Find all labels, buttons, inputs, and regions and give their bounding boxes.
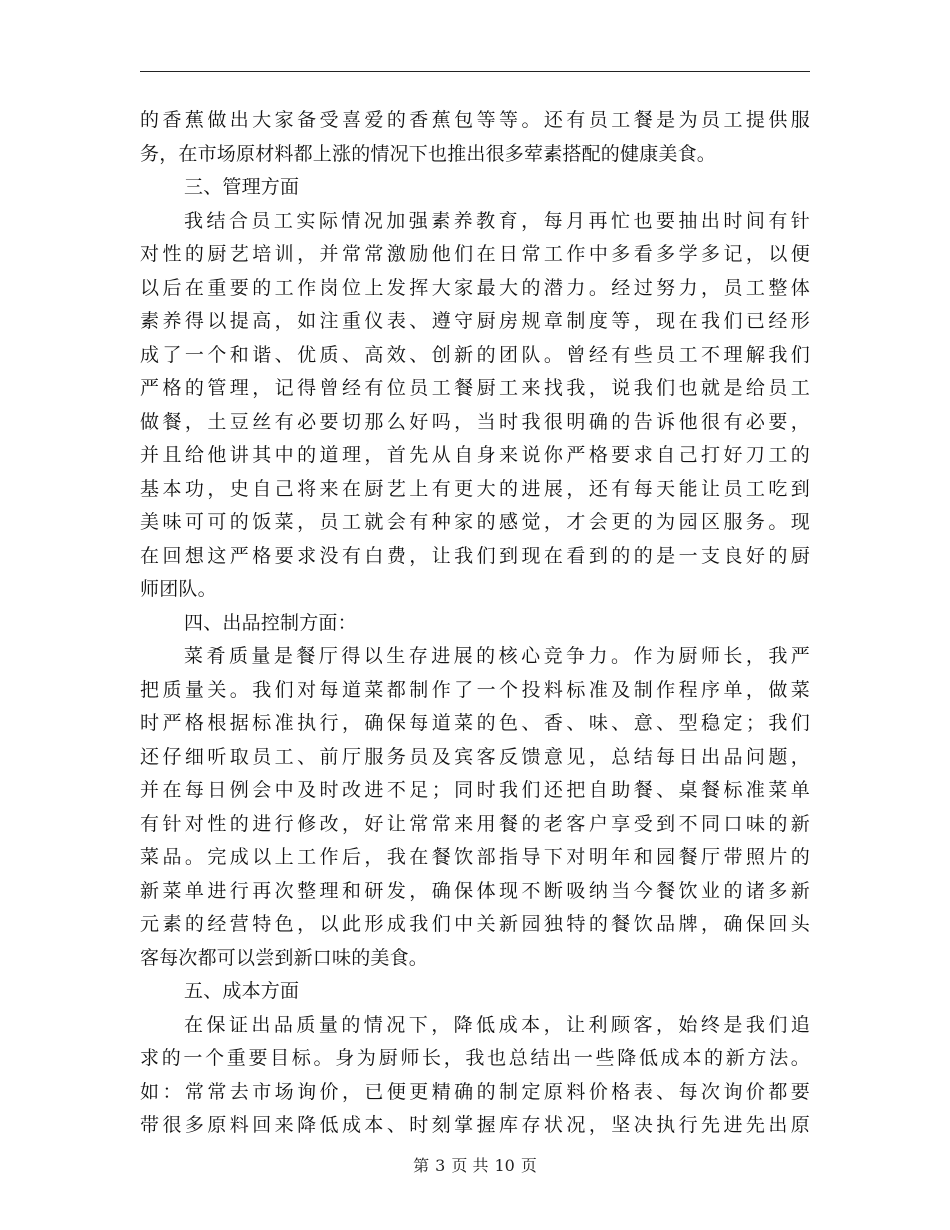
footer-prefix: 第: [413, 1156, 430, 1175]
text-line: 我结合员工实际情况加强素养教育，每月再忙也要抽出时间有针: [184, 209, 810, 232]
text-line: 在保证出品质量的情况下，降低成本，让利顾客，始终是我们追: [184, 1013, 810, 1036]
text-line: 在回想这严格要求没有白费，让我们到现在看到的的是一支良好的厨: [140, 544, 810, 567]
text-line: 的香蕉做出大家备受喜爱的香蕉包等等。还有员工餐是为员工提供服: [140, 109, 810, 131]
section-heading-management: 三、管理方面: [184, 176, 300, 198]
header-rule: [140, 71, 810, 72]
text-line: 新菜单进行再次整理和研发，确保体现不断吸纳当今餐饮业的诸多新: [140, 879, 810, 902]
text-line: 并在每日例会中及时改进不足；同时我们还把自助餐、桌餐标准菜单: [140, 779, 810, 801]
text-line: 对性的厨艺培训，并常常激励他们在日常工作中多看多学多记，以便: [140, 243, 810, 265]
footer-page-number: 3: [435, 1156, 446, 1175]
text-line: 以后在重要的工作岗位上发挥大家最大的潜力。经过努力，员工整体: [140, 276, 810, 299]
text-line: 有针对性的进行修改，好让常常来用餐的老客户享受到不同口味的新: [140, 812, 810, 835]
text-line: 元素的经营特色，以此形成我们中关新园独特的餐饮品牌，确保回头: [140, 913, 810, 935]
footer-middle: 页 共: [451, 1156, 489, 1175]
text-line: 成了一个和谐、优质、高效、创新的团队。曾经有些员工不理解我们: [140, 343, 810, 366]
footer-suffix: 页: [520, 1156, 537, 1175]
text-line: 如：常常去市场询价，已便更精确的制定原料价格表、每次询价都要: [140, 1080, 810, 1103]
text-line: 美味可可的饭菜，员工就会有种家的感觉，才会更的为园区服务。现: [140, 511, 810, 533]
text-line: 做餐，土豆丝有必要切那么好吗，当时我很明确的告诉他很有必要，: [140, 410, 810, 433]
text-line: 客每次都可以尝到新口味的美食。: [140, 946, 429, 969]
text-line: 时严格根据标准执行，确保每道菜的色、香、味、意、型稳定；我们: [140, 712, 810, 734]
text-line: 基本功，史自己将来在厨艺上有更大的进展，还有每天能让员工吃到: [140, 477, 810, 500]
text-line: 并且给他讲其中的道理，首先从自身来说你严格要求自己打好刀工的: [140, 444, 810, 466]
footer-total-pages: 10: [494, 1156, 515, 1175]
text-line: 菜肴质量是餐厅得以生存进展的核心竞争力。作为厨师长，我严: [184, 645, 810, 667]
text-line: 严格的管理，记得曾经有位员工餐厨工来找我，说我们也就是给员工: [140, 377, 810, 399]
text-line: 师团队。: [140, 578, 217, 600]
text-line: 菜品。完成以上工作后，我在餐饮部指导下对明年和园餐厅带照片的: [140, 846, 810, 868]
text-line: 务，在市场原材料都上涨的情况下也推出很多荤素搭配的健康美食。: [140, 142, 717, 165]
document-body: [140, 104, 810, 1143]
text-line: 带很多原料回来降低成本、时刻掌握库存状况，坚决执行先进先出原: [140, 1114, 810, 1136]
text-line: 把质量关。我们对每道菜都制作了一个投料标准及制作程序单，做菜: [140, 678, 810, 701]
section-heading-quality-control: 四、出品控制方面：: [184, 611, 357, 634]
text-line: 还仔细听取员工、前厅服务员及宾客反馈意见，总结每日出品问题，: [140, 745, 810, 768]
text-line: 求的一个重要目标。身为厨师长，我也总结出一些降低成本的新方法。: [140, 1047, 810, 1069]
section-heading-cost: 五、成本方面: [184, 980, 300, 1002]
text-line: 素养得以提高，如注重仪表、遵守厨房规章制度等，现在我们已经形: [140, 310, 810, 332]
page-footer: [0, 1153, 950, 1176]
